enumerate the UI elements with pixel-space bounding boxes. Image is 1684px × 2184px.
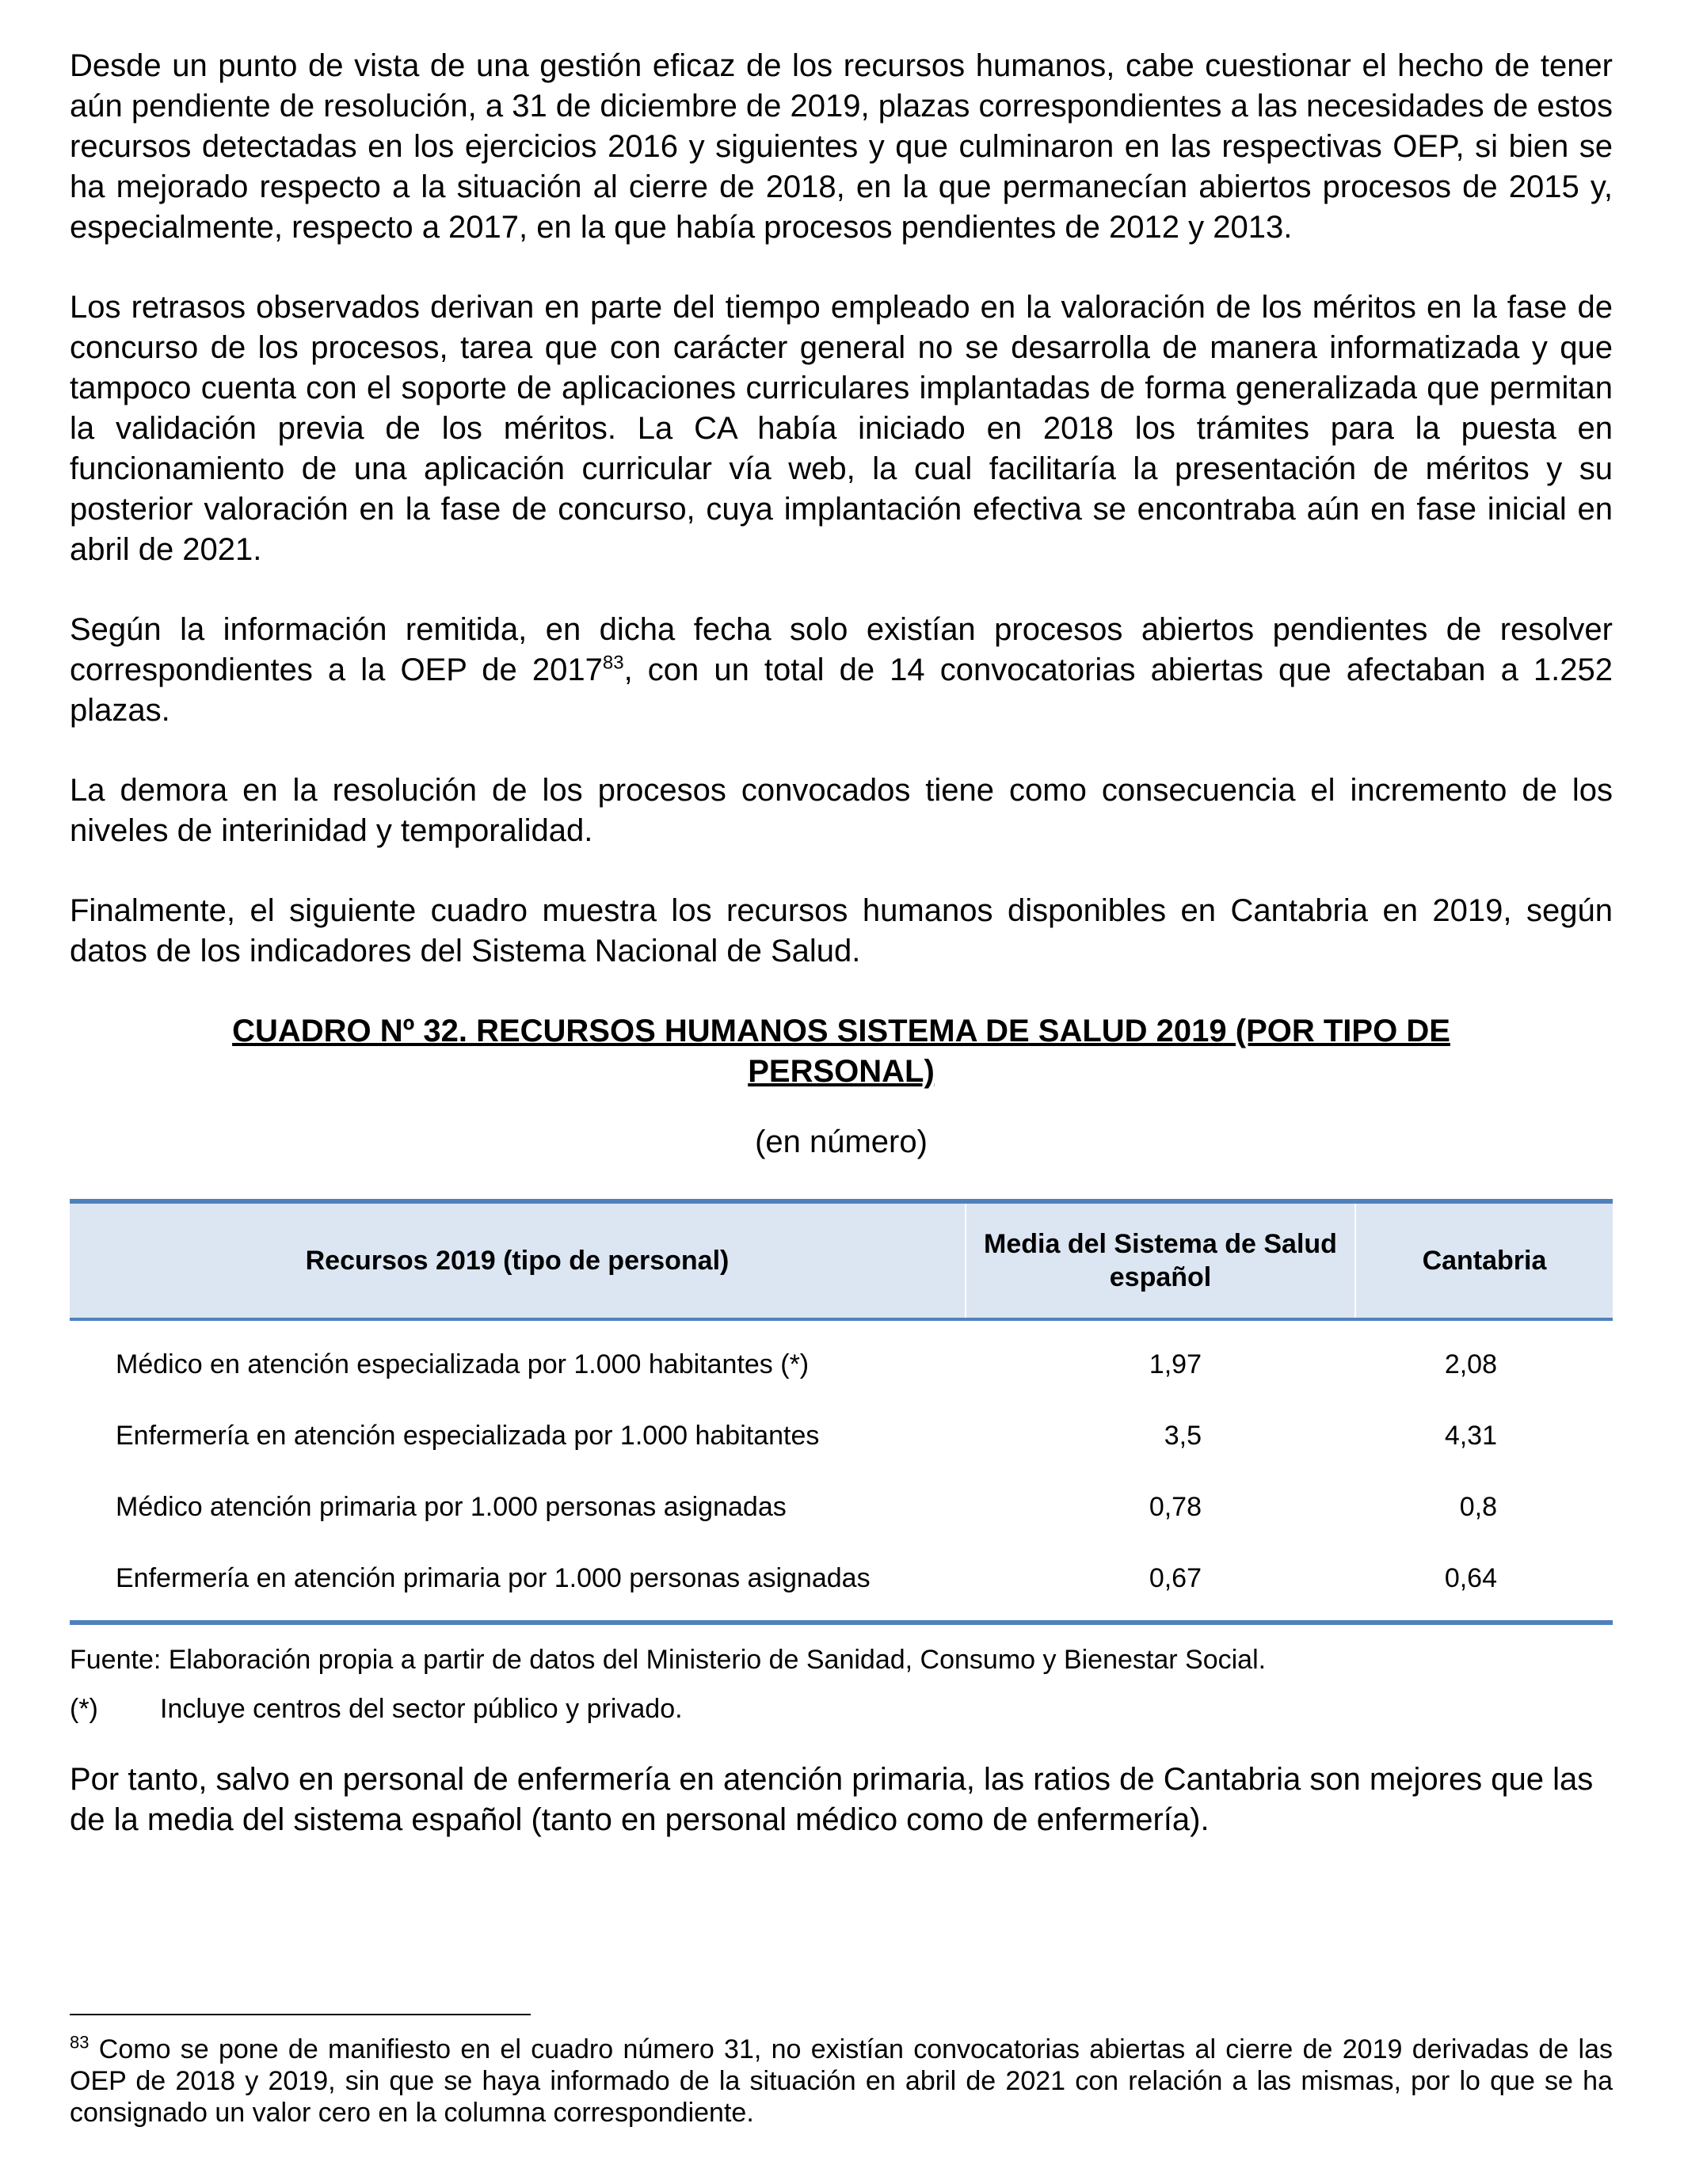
paragraph-3-text-b: , con un total de 14 convocatorias abiertas que afectaban a 1.252 plazas.: [70, 653, 1613, 728]
resources-table: [70, 1199, 1613, 1625]
row-national-value: 0,78: [1149, 1491, 1202, 1522]
table-row: [70, 1543, 1613, 1623]
table-title: CUADRO Nº 32. RECURSOS HUMANOS SISTEMA DE SALUD 2019 (POR TIPO DE PERSONAL): [232, 1014, 1450, 1089]
header-national-average: Media del Sistema de Salud español: [966, 1201, 1355, 1319]
row-label: Enfermería en atención especializada por 1.000 habitantes: [116, 1420, 820, 1451]
footnote-separator: [70, 2014, 531, 2015]
table-note-mark: (*): [70, 1694, 98, 1724]
paragraph-1: Desde un punto de vista de una gestión eficaz de los recursos humanos, cabe cuestionar el hecho de tener aún pendiente de resolución, a 31 de diciembre de 2019, plazas correspondientes a las necesidades de estos recursos detectadas en los ejercicios 2016 y siguientes y que culminaron en las respectivas OEP, si bien se ha mejorado respecto a la situación al cierre de 2018, en la que permanecían abiertos procesos de 2015 y, especialmente, respecto a 2017, en la que había procesos pendientes de 2012 y 2013.: [70, 48, 1613, 245]
row-label: Enfermería en atención primaria por 1.000 personas asignadas: [116, 1562, 871, 1593]
paragraph-5: Finalmente, el siguiente cuadro muestra los recursos humanos disponibles en Cantabria en 2019, según datos de los indicadores del Sistema Nacional de Salud.: [70, 893, 1613, 968]
row-national-value: 3,5: [1164, 1420, 1202, 1451]
row-cantabria-value: 0,8: [1459, 1491, 1497, 1522]
paragraph-4: La demora en la resolución de los procesos convocados tiene como consecuencia el incremento de los niveles de interinidad y temporalidad.: [70, 773, 1613, 848]
table-source: Fuente: Elaboración propia a partir de datos del Ministerio de Sanidad, Consumo y Bienestar Social.: [70, 1645, 1267, 1675]
page-body: [70, 46, 1613, 1840]
footnote-83: [70, 2034, 1613, 2129]
row-national-value: 0,67: [1149, 1562, 1202, 1593]
row-cantabria-value: 0,64: [1444, 1562, 1497, 1593]
footnote-ref-83[interactable]: 83: [602, 652, 624, 674]
row-label: Médico en atención especializada por 1.000 habitantes (*): [116, 1349, 810, 1379]
row-national-value: 1,97: [1149, 1349, 1202, 1379]
table-row: [70, 1471, 1613, 1543]
table-note-text: Incluye centros del sector público y privado.: [160, 1694, 683, 1724]
header-resources: Recursos 2019 (tipo de personal): [70, 1201, 966, 1319]
header-cantabria: Cantabria: [1355, 1201, 1613, 1319]
conclusion-paragraph: Por tanto, salvo en personal de enfermería en atención primaria, las ratios de Cantabria son mejores que las de la media del sistema español (tanto en personal médico como de enfermería).: [70, 1762, 1594, 1837]
paragraph-3: [70, 610, 1613, 731]
row-cantabria-value: 2,08: [1444, 1349, 1497, 1379]
table-row: [70, 1319, 1613, 1400]
table-unit: (en número): [755, 1124, 928, 1159]
row-cantabria-value: 4,31: [1444, 1420, 1497, 1451]
paragraph-3-text-a: Según la información remitida, en dicha fecha solo existían procesos abiertos pendientes de resolver correspondientes a la OEP de 2017: [70, 612, 1613, 687]
row-label: Médico atención primaria por 1.000 personas asignadas: [116, 1491, 787, 1522]
table-row: [70, 1400, 1613, 1471]
table-note: [70, 1691, 1613, 1726]
paragraph-2: Los retrasos observados derivan en parte del tiempo empleado en la valoración de los méritos en la fase de concurso de los procesos, tarea que con carácter general no se desarrolla de manera informatizada y que tampoco cuenta con el soporte de aplicaciones curriculares implantadas de forma generalizada que permitan la validación previa de los méritos. La CA había iniciado en 2018 los trámites para la puesta en funcionamiento de una aplicación curricular vía web, la cual facilitaría la presentación de méritos y su posterior valoración en la fase de concurso, cuya implantación efectiva se encontraba aún en fase inicial en abril de 2021.: [70, 290, 1613, 567]
table-header-row: [70, 1201, 1613, 1319]
footnote-number: 83: [70, 2032, 90, 2053]
footnote-text: Como se pone de manifiesto en el cuadro número 31, no existían convocatorias abiertas al cierre de 2019 derivadas de las OEP de 2018 y 2019, sin que se haya informado de la situación en abril de 2021 con relación a las mismas, por lo que se ha consignado un valor cero en la columna correspondiente.: [70, 2034, 1613, 2128]
